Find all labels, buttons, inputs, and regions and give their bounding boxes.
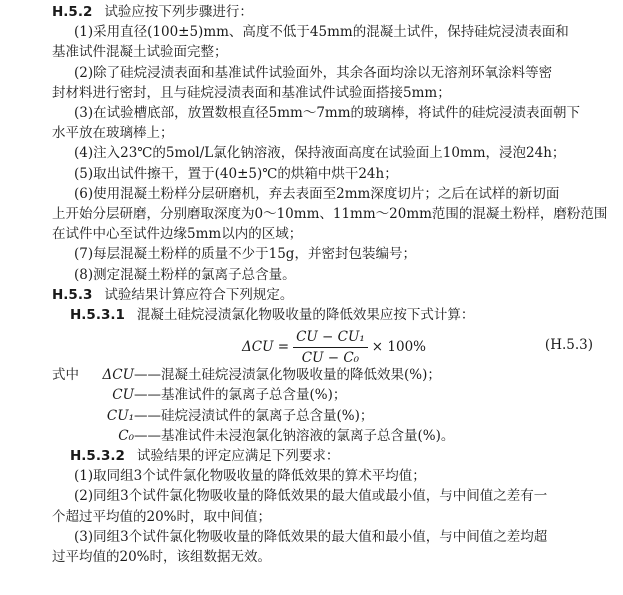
where-symbol: C₀ <box>118 427 134 444</box>
formula-numerator: CU − CU₁ <box>293 327 368 348</box>
section-text: 混凝土硅烷浸渍氯化物吸收量的降低效果应按下式计算： <box>136 307 475 323</box>
rule-line: (3)同组3个试件氯化物吸收量的降低效果的最大值和最小值，与中间值之差均超 <box>74 528 548 545</box>
rule-line: (1)取同组3个试件氯化物吸收量的降低效果的算术平均值； <box>74 468 426 485</box>
step-line: (8)测定混凝土粉样的氯离子总含量。 <box>74 266 296 283</box>
formula-lhs: ΔCU = <box>242 339 290 356</box>
section-text: 试验结果计算应符合下列规定。 <box>104 286 294 303</box>
step-line: 上开始分层研磨，分别磨取深度为0～10mm、11mm～20mm范围的混凝土粉样，磨粉范围 <box>52 206 608 222</box>
step-line: 封材料进行密封，且与硅烷浸渍表面和基准试件试验面搭接5mm； <box>52 84 451 101</box>
section-h531 <box>70 305 609 325</box>
where-item <box>96 426 454 446</box>
section-number: H.5.3.2 <box>70 448 125 464</box>
rule-line: 个超过平均值的20%时，取中间值； <box>52 508 272 525</box>
where-item <box>96 406 373 426</box>
where-item <box>96 385 346 405</box>
rule-line: (2)同组3个试件氯化物吸收量的降低效果的最大值或最小值，与中间值之差有一 <box>74 488 548 505</box>
step-line: (1)采用直径(100±5)mm、高度不低于45mm的混凝土试件，保持硅烷浸渍表面和 <box>74 24 569 41</box>
step-line: (5)取出试件擦干，置于(40±5)℃的烘箱中烘干24h； <box>74 165 398 182</box>
formula-fraction <box>293 327 368 368</box>
where-symbol: CU₁ <box>106 407 134 424</box>
formula-expression <box>242 325 426 369</box>
formula-denominator: CU − C₀ <box>301 349 360 366</box>
where-symbol: CU <box>112 387 134 404</box>
step-line: (4)注入23℃的5mol/L氯化钠溶液，保持液面高度在试验面上10mm，浸泡24h； <box>74 145 566 162</box>
where-desc: ——基准试件的氯离子总含量(%)； <box>134 387 347 404</box>
step-line: 水平放在玻璃棒上； <box>52 125 174 142</box>
step-line: 基准试件混凝土试验面完整； <box>52 44 228 61</box>
section-number: H.5.2 <box>52 4 93 20</box>
step-line: (3)在试验槽底部，放置数根直径5mm～7mm的玻璃棒，将试件的硅烷浸渍表面朝下 <box>74 105 581 121</box>
where-item <box>52 365 441 385</box>
step-line: 在试件中心至试件边缘5mm以内的区域； <box>52 226 303 243</box>
section-number: H.5.3.1 <box>70 307 125 323</box>
where-symbol: ΔCU <box>102 367 134 384</box>
step-line: (7)每层混凝土粉样的质量不少于15g，并密封包装编号； <box>74 246 416 263</box>
section-number: H.5.3 <box>52 286 93 303</box>
formula-tail: × 100% <box>371 339 426 356</box>
where-lead: 式中 <box>52 367 79 384</box>
where-desc: ——硅烷浸渍试件的氯离子总含量(%)； <box>134 407 374 424</box>
section-text: 试验应按下列步骤进行： <box>104 4 253 20</box>
rule-line: 过平均值的20%时，该组数据无效。 <box>52 549 272 565</box>
section-text: 试验结果的评定应满足下列要求： <box>136 448 340 464</box>
where-desc: ——混凝土硅烷浸渍氯化物吸收量的降低效果(%)； <box>134 367 441 384</box>
equation-number: (H.5.3) <box>544 337 593 354</box>
section-h53 <box>52 285 609 305</box>
section-h532 <box>70 446 609 466</box>
step-line: (2)除了硅烷浸渍表面和基准试件试验面外，其余各面均涂以无溶剂环氧涂料等密 <box>74 64 553 81</box>
formula-h53 <box>0 325 623 369</box>
where-desc: ——基准试件未浸泡氯化钠溶液的氯离子总含量(%)。 <box>134 427 455 444</box>
section-h52 <box>52 2 609 22</box>
step-line: (6)使用混凝土粉样分层研磨机，弃去表面至2mm深度切片；之后在试样的新切面 <box>74 185 560 202</box>
